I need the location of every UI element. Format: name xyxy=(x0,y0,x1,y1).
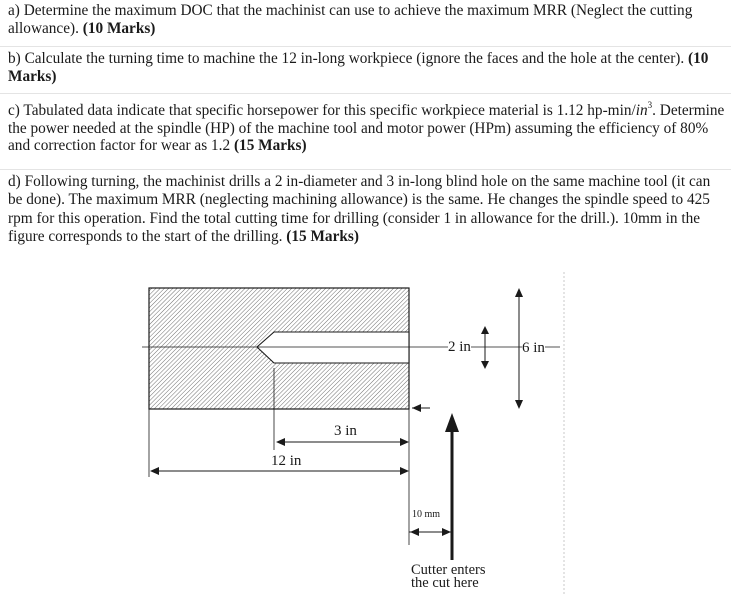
label-workpiece-length: 12 in xyxy=(271,453,302,469)
cutter-arrow-head xyxy=(445,413,459,432)
question-c-unit: in xyxy=(635,102,648,119)
question-c-text-before: c) Tabulated data indicate that specific horsepower for this specific workpiece material is 1.12 hp-min/ xyxy=(8,102,636,119)
arrow-head xyxy=(515,288,523,297)
question-b-marks: (10 Marks) xyxy=(8,50,709,86)
question-c-marks: (15 Marks) xyxy=(233,137,307,155)
workpiece-drawing xyxy=(0,270,731,598)
label-cutter xyxy=(411,564,486,590)
label-hole-diameter: 2 in xyxy=(448,339,471,355)
arrow-head xyxy=(150,467,159,475)
arrow-head xyxy=(412,404,421,412)
workpiece-figure xyxy=(0,270,731,598)
question-a-marks: (10 Marks) xyxy=(82,20,156,38)
label-cutter-line1: Cutter enters xyxy=(411,562,486,578)
arrow-head xyxy=(400,438,409,446)
arrow-head xyxy=(481,326,489,334)
label-workpiece-diameter: 6 in xyxy=(522,340,545,356)
question-a xyxy=(8,2,726,39)
arrow-head xyxy=(442,528,451,536)
label-offset: 10 mm xyxy=(412,509,441,520)
question-b-text: b) Calculate the turning time to machine the 12 in-long workpiece (ignore the faces and the hole at the center). xyxy=(8,50,685,67)
question-d-text: d) Following turning, the machinist drills a 2 in-diameter and 3 in-long blind hole on the same machine tool (it can be done). The maximum MRR (neglecting machining allowance) is the same. He changes the spindle speed to 425 rpm for this operation. Find the total cutting time for drilling (consider 1 in allowance for the drill.). 10mm in the figure corresponds to the start of the drilling. xyxy=(8,173,711,246)
arrow-head xyxy=(481,361,489,369)
arrow-head xyxy=(410,528,419,536)
label-hole-depth: 3 in xyxy=(334,423,357,439)
question-c-unit-exponent: 3 xyxy=(647,100,653,110)
label-cutter-line2: the cut here xyxy=(411,575,479,591)
question-c-text-after: . Determine the power needed at the spindle (HP) of the machine tool and motor power (HPm) assuming the efficiency of 80% and correction factor for wear as 1.2 xyxy=(8,102,725,155)
blind-hole xyxy=(257,332,409,363)
separator-line xyxy=(0,93,731,94)
question-b xyxy=(8,50,726,87)
separator-line xyxy=(0,169,731,170)
arrow-head xyxy=(400,467,409,475)
separator-line xyxy=(0,46,731,47)
arrow-head xyxy=(276,438,285,446)
question-d xyxy=(8,173,726,247)
question-c xyxy=(8,97,726,155)
question-a-text: a) Determine the maximum DOC that the machinist can use to achieve the maximum MRR (Neglect the cutting allowance). xyxy=(8,2,693,38)
arrow-head xyxy=(515,400,523,409)
question-d-marks: (15 Marks) xyxy=(286,228,359,246)
